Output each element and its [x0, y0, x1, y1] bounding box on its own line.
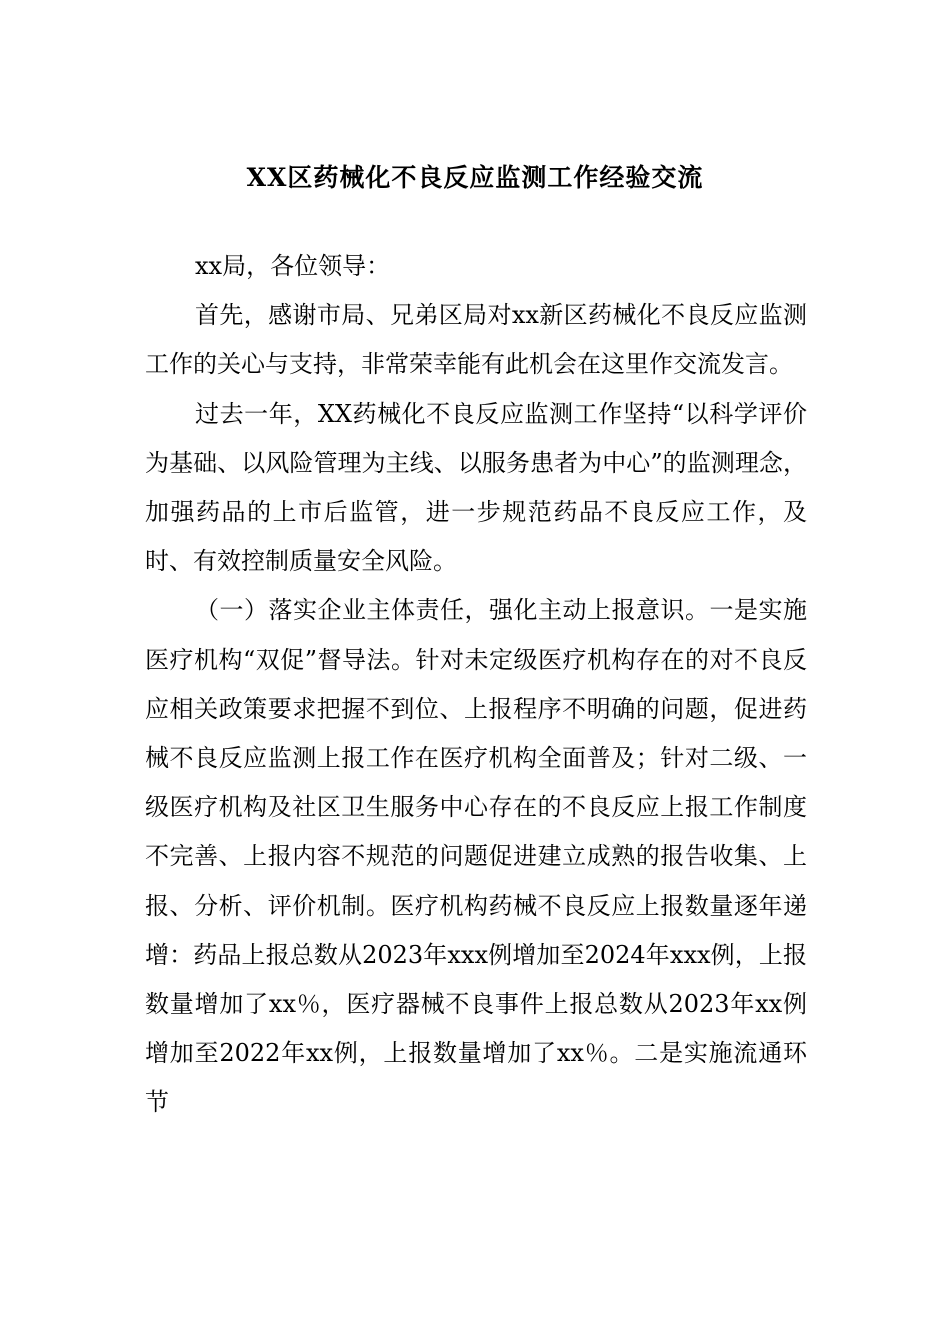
opening-paragraph: 首先，感谢市局、兄弟区局对xx新区药械化不良反应监测工作的关心与支持，非常荣幸能有此机会在这里作交流发言。 — [145, 301, 807, 379]
document-title: XX区药械化不良反应监测工作经验交流 — [246, 163, 704, 192]
document-body — [145, 242, 807, 1128]
overview-paragraph: 过去一年，XX药械化不良反应监测工作坚持“以科学评价为基础、以风险管理为主线、以服务患者为中心”的监测理念，加强药品的上市后监管，进一步规范药品不良反应工作，及时、有效控制质量安全风险。 — [145, 399, 807, 576]
salutation-paragraph: xx局，各位领导： — [195, 252, 391, 280]
section-one-paragraph: （一）落实企业主体责任，强化主动上报意识。一是实施医疗机构“双促”督导法。针对未定级医疗机构存在的对不良反应相关政策要求把握不到位、上报程序不明确的问题，促进药械不良反应监测上报工作在医疗机构全面普及；针对二级、一级医疗机构及社区卫生服务中心存在的不良反应上报工作制度不完善、上报内容不规范的问题促进建立成熟的报告收集、上报、分析、评价机制。医疗机构药械不良反应上报数量逐年递增：药品上报总数从2023年xxx例增加至2024年xxx例，上报数量增加了xx％，医疗器械不良事件上报总数从2023年xx例增加至2022年xx例，上报数量增加了xx％。二是实施流通环节 — [145, 596, 807, 1117]
